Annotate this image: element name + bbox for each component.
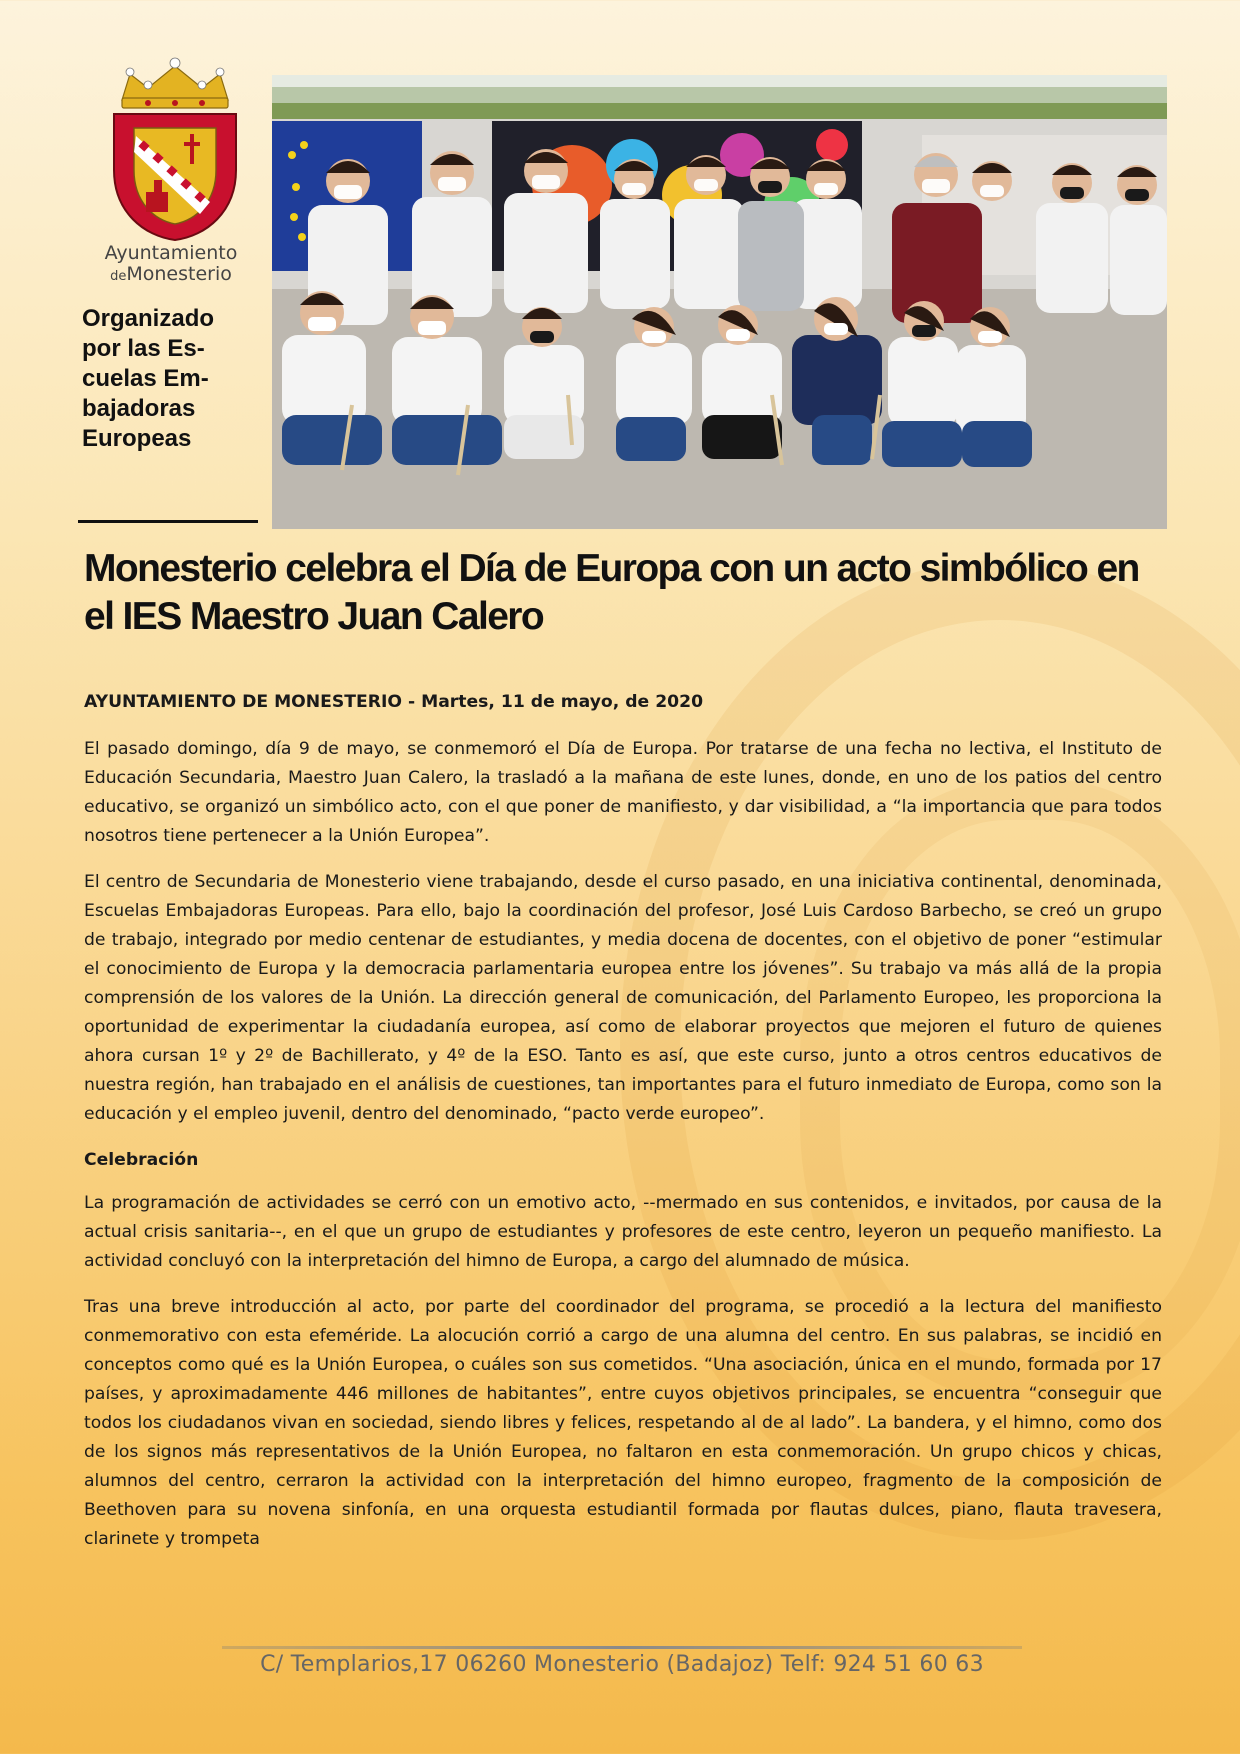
paragraph: El pasado domingo, día 9 de mayo, se conmemoró el Día de Europa. Por tratarse de una fecha no lectiva, el Instituto de Educación Secundaria, Maestro Juan Calero, la trasladó a la mañana de este lunes, donde, en uno de los patios del centro educativo, se organizó un simbólico acto, con el que poner de manifiesto, y dar visibilidad, a “la importancia que para todos nosotros tiene pertenecer a la Unión Europea”. — [84, 739, 1162, 846]
byline — [84, 688, 1162, 717]
footer-divider — [222, 1646, 1022, 1649]
group-photo — [272, 75, 1167, 529]
side-divider — [78, 520, 258, 523]
paragraph: El centro de Secundaria de Monesterio viene trabajando, desde el curso pasado, en una iniciativa continental, denominada, Escuelas Embajadoras Europeas. Para ello, bajo la coordinación del profesor, José Luis Cardoso Barbecho, se creó un grupo de trabajo, integrado por medio centenar de estudiantes, y media docena de docentes, con el objetivo de poner “estimular el conocimiento de Europa y la democracia parlamentaria europea entre los jóvenes”. Su trabajo va más allá de la propia comprensión de los valores de la Unión. La dirección general de comunicación, del Parlamento Europeo, les proporciona la oportunidad de experimentar la ciudadanía europea, así como de elaborar proyectos que mejoren el futuro de quienes ahora cursan 1º y 2º de Bachillerato, y 4º de la ESO. Tanto es así, que este curso, junto a otros centros educativos de nuestra región, han trabajado en el análisis de cuestiones, tan importantes para el futuro inmediato de Europa, como son la educación y el empleo juvenil, dentro del denominado, “pacto verde europeo”. — [84, 872, 1162, 1124]
article-title: Monesterio celebra el Día de Europa con un acto simbólico en el IES Maestro Juan Calero — [84, 547, 1139, 638]
section-heading: Celebración — [84, 1150, 199, 1170]
crest-label — [86, 243, 256, 287]
crest-label-line1: Ayuntamiento — [104, 242, 238, 264]
crest-label-line2: Monesterio — [126, 263, 232, 285]
paragraph: Tras una breve introducción al acto, por parte del coordinador del programa, se procedió a la lectura del manifiesto conmemorativo con esta efeméride. La alocución corrió a cargo de una alumna del centro. En sus palabras, se incidió en conceptos como qué es la Unión Europea, o cuáles son sus cometidos. “Una asociación, única en el mundo, formada por 17 países, y aproximadamente 446 millones de habitantes”, entre cuyos objetivos principales, se encuentra “conseguir que todos los ciudadanos vivan en sociedad, siendo libres y felices, respetando al de al lado”. La bandera, y el himno, como dos de los signos más representativos de la Unión Europea, no faltaron en esta conmemoración. Un grupo chicos y chicas, alumnos del centro, cerraron la actividad con la interpretación del himno europeo, fragmento de la composición de Beethoven para su novena sinfonía, en una orquesta estudiantil formada por flautas dulces, piano, flauta travesera, clarinete y trompeta — [84, 1297, 1162, 1549]
town-crest-logo — [100, 52, 250, 242]
byline-source: AYUNTAMIENTO DE MONESTERIO — [84, 692, 402, 712]
footer-address: C/ Templarios,17 06260 Monesterio (Badajoz) Telf: 924 51 60 63 — [260, 1652, 984, 1677]
byline-date: - Martes, 11 de mayo, de 2020 — [402, 692, 704, 712]
article-body — [84, 688, 1162, 1571]
organizer-note: Organizado por las Es-cuelas Em-bajadoras Europeas — [82, 305, 215, 452]
paragraph: La programación de actividades se cerró con un emotivo acto, --mermado en sus contenidos, e invitados, por causa de la actual crisis sanitaria--, en el que un grupo de estudiantes y profesores de este centro, leyeron un pequeño manifiesto. La actividad concluyó con la interpretación del himno de Europa, a cargo del alumnado de música. — [84, 1193, 1162, 1271]
crest-label-prefix: de — [110, 269, 127, 284]
